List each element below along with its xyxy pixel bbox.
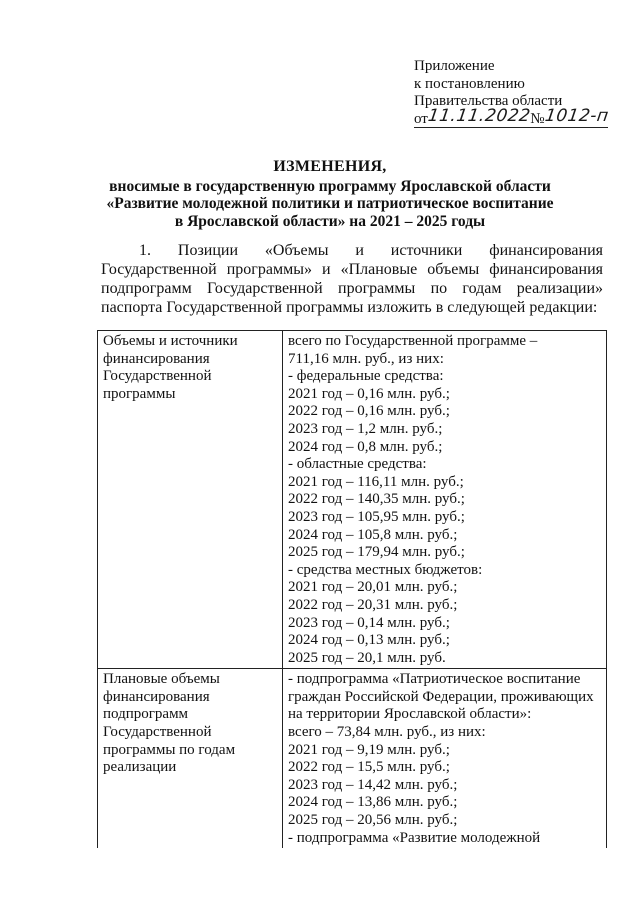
heading-line-2: «Развитие молодежной политики и патриотическое воспитание <box>106 195 554 212</box>
value-line: 2024 год – 0,13 млн. руб.; <box>288 632 450 649</box>
row-values-cell <box>283 669 607 848</box>
heading-line-1: вносимые в государственную программу Ярославской области <box>109 177 551 195</box>
value-line: - федеральные средства: <box>288 368 444 385</box>
row-values-cell <box>283 331 607 669</box>
intro-paragraph-text: 1. Позиции «Объемы и источники финансирования Государственной программы» и «Плановые объемы финансирования подпрограмм Государственной программы по годам реализации» паспорта Государственной программы изложить в следующей редакции: <box>101 242 603 316</box>
handwritten-number: 1012-п <box>543 105 610 126</box>
value-line: - подпрограмма «Патриотическое воспитание граждан Российской Федерации, проживающих на территории Ярославской области»: <box>288 671 594 723</box>
table-row <box>98 669 607 848</box>
value-line: 2023 год – 14,42 млн. руб.; <box>288 776 458 793</box>
value-line: 2022 год – 20,31 млн. руб.; <box>288 596 458 613</box>
value-line: 2024 год – 105,8 млн. руб.; <box>288 526 458 543</box>
value-line: 2022 год – 0,16 млн. руб.; <box>288 403 450 420</box>
appendix-date-number-line <box>414 105 636 129</box>
from-label: от <box>414 110 428 127</box>
appendix-line-3: Правительства области <box>414 93 563 109</box>
row-label: Плановые объемы финансирования подпрограмм Государственной программы по годам реализации <box>103 671 236 776</box>
row-label-cell <box>98 669 283 848</box>
appendix-line-2: к постановлению <box>414 75 525 92</box>
value-line: - подпрограмма «Развитие молодежной <box>288 829 541 846</box>
heading-line-3: в Ярославской области» на 2021 – 2025 годы <box>174 212 486 230</box>
passport-table <box>97 330 607 848</box>
value-line: 2022 год – 15,5 млн. руб.; <box>288 759 450 776</box>
value-line: всего – 73,84 млн. руб., из них: <box>288 724 486 741</box>
value-line: 2023 год – 1,2 млн. руб.; <box>288 420 443 437</box>
value-line: 2025 год – 179,94 млн. руб.; <box>288 544 465 561</box>
intro-paragraph <box>101 241 603 317</box>
appendix-block <box>414 58 636 128</box>
appendix-line-1: Приложение <box>414 58 495 74</box>
value-line: всего по Государственной программе – <box>288 333 538 349</box>
value-line: - средства местных бюджетов: <box>288 561 483 578</box>
row-label: Объемы и источники финансирования Государственной программы <box>103 333 238 402</box>
number-label: № <box>530 110 545 127</box>
value-line: 2024 год – 13,86 млн. руб.; <box>288 794 458 811</box>
value-line: 2021 год – 116,11 млн. руб.; <box>288 473 464 490</box>
value-line: 2023 год – 0,14 млн. руб.; <box>288 614 450 631</box>
value-line: 2023 год – 105,95 млн. руб.; <box>288 508 465 525</box>
value-line: - областные средства: <box>288 456 427 473</box>
value-line: 711,16 млн. руб., из них: <box>288 350 444 367</box>
heading-title: ИЗМЕНЕНИЯ, <box>273 158 387 175</box>
value-line: 2025 год – 20,1 млн. руб. <box>288 649 446 666</box>
value-line: 2024 год – 0,8 млн. руб.; <box>288 438 443 455</box>
table-row <box>98 331 607 669</box>
handwritten-date: 11.11.2022 <box>426 105 532 126</box>
document-heading <box>60 158 600 230</box>
value-line: 2021 год – 20,01 млн. руб.; <box>288 579 458 596</box>
value-line: 2022 год – 140,35 млн. руб.; <box>288 491 465 508</box>
value-line: 2021 год – 9,19 млн. руб.; <box>288 741 450 758</box>
value-line: 2021 год – 0,16 млн. руб.; <box>288 385 450 402</box>
value-line: 2025 год – 20,56 млн. руб.; <box>288 812 458 829</box>
row-label-cell <box>98 331 283 669</box>
